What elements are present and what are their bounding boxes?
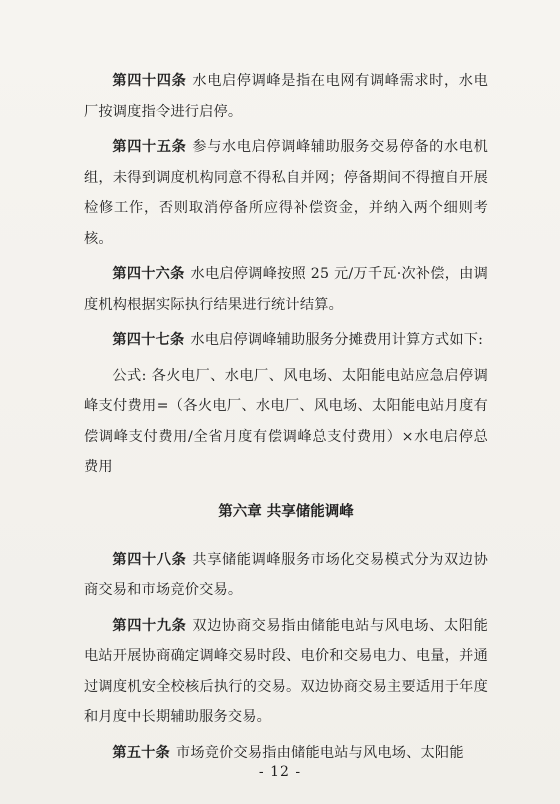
article-48: [84, 545, 488, 606]
article-text: 市场竞价交易指由储能电站与风电场、太阳能: [175, 744, 464, 761]
article-number: 第四十七条: [112, 332, 185, 348]
article-text: 水电启停调峰按照 25 元/万千瓦·次补偿，由调度机构根据实际执行结果进行统计结算。: [84, 266, 488, 313]
article-number: 第四十五条: [112, 139, 187, 155]
article-text: 水电启停调峰辅助服务分摊费用计算方式如下:: [190, 332, 484, 348]
article-number: 第五十条: [112, 744, 170, 761]
article-text: 共享储能调峰服务市场化交易模式分为双边协商交易和市场竞价交易。: [84, 551, 488, 598]
article-47: [84, 325, 488, 356]
article-46: [84, 259, 488, 320]
article-45: [84, 132, 488, 254]
article-44: [84, 66, 488, 127]
article-text: 参与水电启停调峰辅助服务交易停备的水电机组，未得到调度机构同意不得私自并网；停备期间不得擅自开展检修工作，否则取消停备所应得补偿资金，并纳入两个细则考核。: [84, 139, 488, 247]
formula-paragraph: 公式: 各火电厂、水电厂、风电场、太阳能电站应急启停调峰支付费用=（各火电厂、水电厂、风电场、太阳能电站月度有偿调峰支付费用/全省月度有偿调峰总支付费用）×水电启停总费用: [84, 367, 488, 475]
article-49: [84, 611, 488, 733]
article-text: 水电启停调峰是指在电网有调峰需求时，水电厂按调度指令进行启停。: [84, 73, 488, 120]
article-text: 双边协商交易指由储能电站与风电场、太阳能电站开展协商确定调峰交易时段、电价和交易电力、电量，并通过调度机安全校核后执行的交易。双边协商交易主要适用于年度和月度中长期辅助服务交易。: [84, 617, 488, 725]
page-number: - 12 -: [258, 764, 302, 780]
article-number: 第四十六条: [112, 266, 185, 282]
article-number: 第四十四条: [112, 73, 187, 89]
article-number: 第四十九条: [112, 617, 187, 634]
article-number: 第四十八条: [112, 551, 187, 568]
chapter-title: 第六章 共享储能调峰: [218, 503, 354, 520]
